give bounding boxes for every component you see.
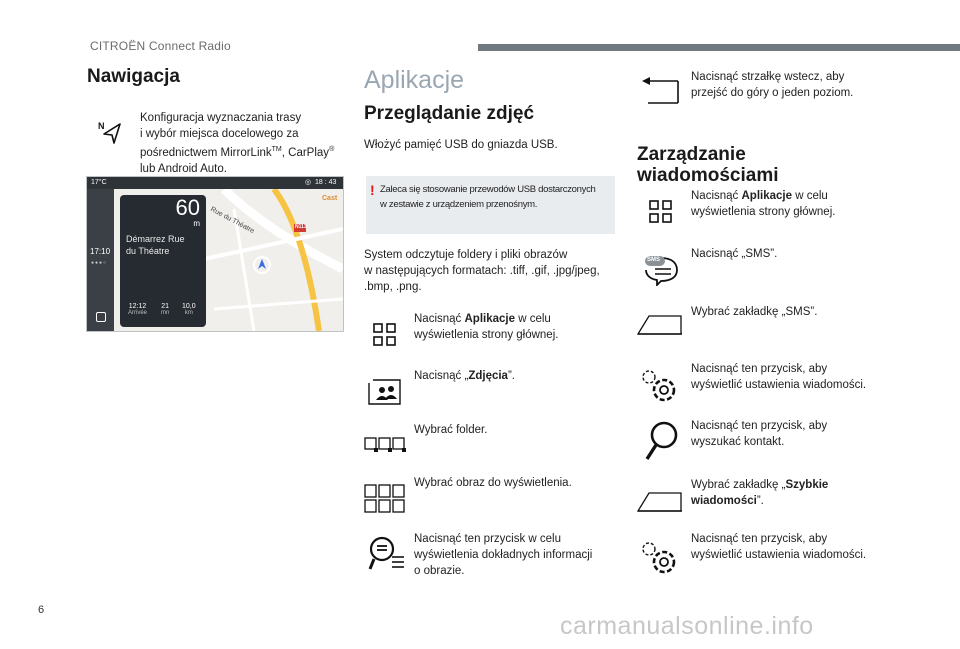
usb-instruction: Włożyć pamięć USB do gniazda USB. (364, 139, 558, 151)
navigation-title: Nawigacja (87, 66, 180, 87)
home-button[interactable] (96, 312, 106, 322)
quick-messages-tab-icon (637, 491, 683, 513)
folders-icon (364, 436, 406, 454)
photos-step-image: Wybrać obraz do wyświetlenia. (414, 477, 572, 489)
messages-step-sms: Nacisnąć „SMS”. (691, 248, 778, 260)
formats-text: System odczytuje foldery i pliki obrazów w następujących formatach: .tiff, .gif, .jpg/jpeg, .bmp, .png. (364, 249, 600, 293)
messages-step-sms-tab: Wybrać zakładkę „SMS”. (691, 306, 818, 318)
turn-distance-unit: m (193, 219, 200, 228)
messages-step-settings: Nacisnąć ten przycisk, aby wyświetlić ustawienia wiadomości. (691, 363, 867, 391)
photos-step-info: Nacisnąć ten przycisk w celu wyświetlenia dokładnych informacji o obrazie. (414, 533, 593, 577)
messages-apps-grid-icon (649, 200, 673, 224)
map-street-label: Rue du Théatre (209, 206, 256, 235)
svg-text:N: N (98, 121, 105, 131)
sms-icon-label: SMS (647, 257, 661, 263)
back-instruction: Nacisnąć strzałkę wstecz, aby przejść do góry o jeden poziom. (691, 71, 854, 99)
screen-temperature: 17°C (91, 179, 107, 186)
usb-note-box (366, 176, 615, 234)
messages-step-quick-tab: Wybrać zakładkę „Szybkie wiadomości”. (691, 479, 829, 507)
location-icon: ◎ (305, 179, 312, 186)
screen-status-bar (87, 177, 343, 189)
side-dots: ●●●○ (91, 260, 108, 266)
image-info-icon (368, 535, 406, 573)
photos-icon (367, 378, 401, 406)
sms-tab-icon (637, 314, 683, 336)
screen-clock: 18 : 43 (315, 179, 337, 186)
image-grid-icon (364, 484, 406, 514)
page-number: 6 (38, 604, 45, 616)
apps-grid-icon (373, 323, 397, 347)
navigation-intro: Konfiguracja wyznaczania trasy i wybór miejsca docelowego za pośrednictwem MirrorLink™, CarPlay® lub Android Auto. (140, 112, 335, 175)
photos-step-apps: Nacisnąć Aplikacje w celu wyświetlenia strony głównej. (414, 313, 559, 341)
apps-title: Aplikacje (364, 66, 465, 94)
header-title: CITROËN Connect Radio (90, 39, 231, 53)
navigation-card (120, 195, 206, 327)
messages-title: Zarządzanie wiadomościami (637, 144, 779, 186)
navigation-icon (98, 120, 122, 144)
photos-subtitle: Przeglądanie zdjęć (364, 103, 535, 124)
screen-side-rail (87, 189, 114, 331)
turn-distance: 60 (175, 195, 200, 220)
messages-step-search: Nacisnąć ten przycisk, aby wyszukać kontakt. (691, 420, 828, 448)
street-instruction: Démarrez Rue du Théatre (126, 234, 185, 256)
messages-step-settings-2: Nacisnąć ten przycisk, aby wyświetlić ustawienia wiadomości. (691, 533, 867, 561)
photos-step-folder: Wybrać folder. (414, 424, 488, 436)
header-bar (478, 44, 960, 51)
back-arrow-icon (640, 76, 682, 106)
map-route-label: N113 (295, 224, 307, 230)
side-time: 17:10 (90, 247, 111, 256)
settings-icon-2 (638, 538, 680, 578)
remaining-block: 10,0 km (182, 303, 196, 316)
android-auto-screen (86, 176, 344, 332)
settings-icon (638, 366, 680, 406)
map-place-label: Cast (322, 195, 338, 202)
usb-note-text: Zaleca się stosowanie przewodów USB dostarczonych w zestawie z urządzeniem przenośnym. (380, 184, 596, 210)
photos-step-photos: Nacisnąć „Zdjęcia”. (414, 370, 515, 382)
eta-block: 12:12 Arrivée (128, 303, 148, 316)
warning-icon: ! (370, 182, 375, 198)
messages-step-apps: Nacisnąć Aplikacje w celu wyświetlenia strony głównej. (691, 190, 836, 218)
search-icon (644, 420, 680, 462)
watermark: carmanualsonline.info (560, 612, 814, 640)
duration-block: 21 mn (161, 303, 170, 316)
